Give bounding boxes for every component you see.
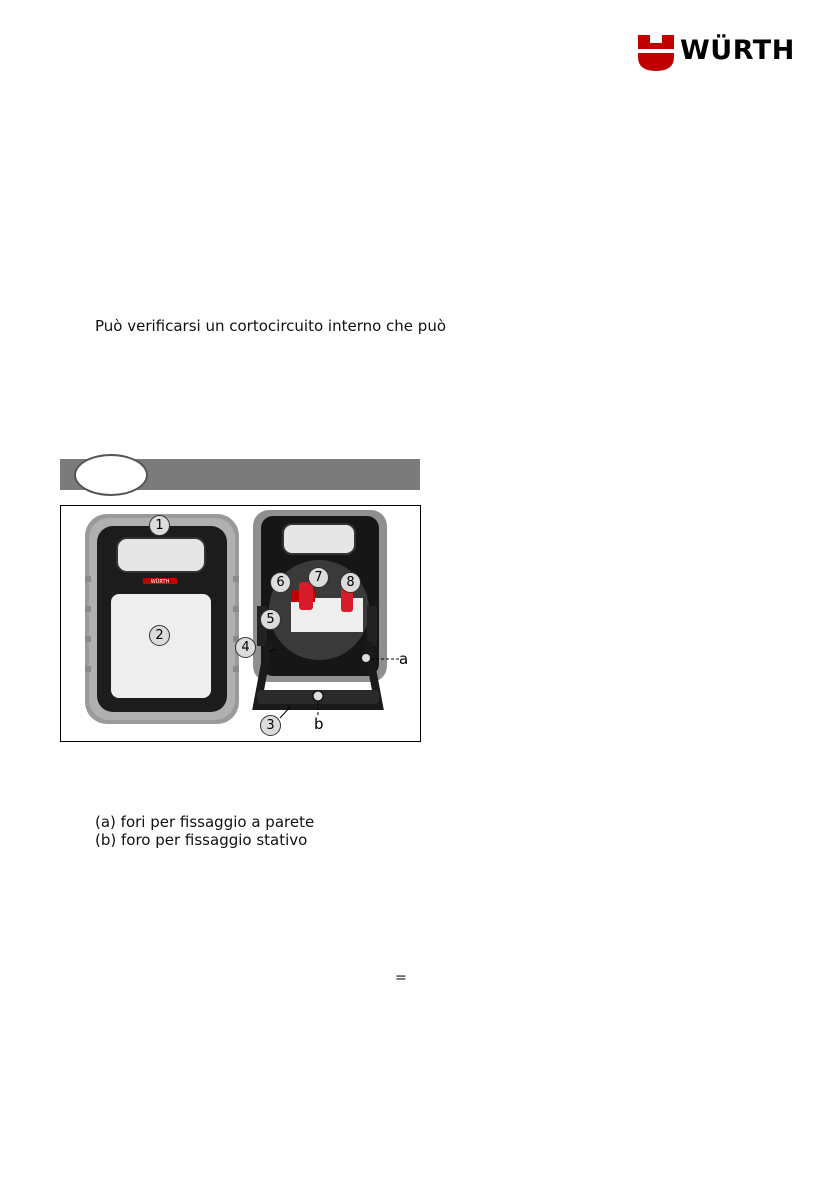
callout-5: 5 <box>260 609 281 630</box>
front-product-label: WÜRTH <box>150 579 170 585</box>
wurth-emblem-icon <box>636 33 676 73</box>
wurth-logo <box>636 33 806 73</box>
product-illustration <box>61 506 420 741</box>
callout-8: 8 <box>340 572 361 593</box>
warning-text: Può verificarsi un cortocircuito interno che può <box>95 317 447 335</box>
callout-1: 1 <box>149 515 170 536</box>
callout-3: 3 <box>260 715 281 736</box>
logo-wordmark: WÜRTH <box>680 35 795 66</box>
equals-sign: = <box>395 970 407 986</box>
front-view <box>85 514 239 724</box>
callout-2: 2 <box>149 625 170 646</box>
product-figure <box>60 505 421 742</box>
section-language-oval <box>74 454 148 496</box>
letter-a: a <box>399 650 409 668</box>
callout-6: 6 <box>270 572 291 593</box>
legend-item-a: (a) fori per fissaggio a parete <box>95 813 315 831</box>
legend-item-b: (b) foro per fissaggio stativo <box>95 831 308 849</box>
letter-b: b <box>314 715 324 733</box>
callout-7: 7 <box>308 567 329 588</box>
callout-4: 4 <box>235 637 256 658</box>
